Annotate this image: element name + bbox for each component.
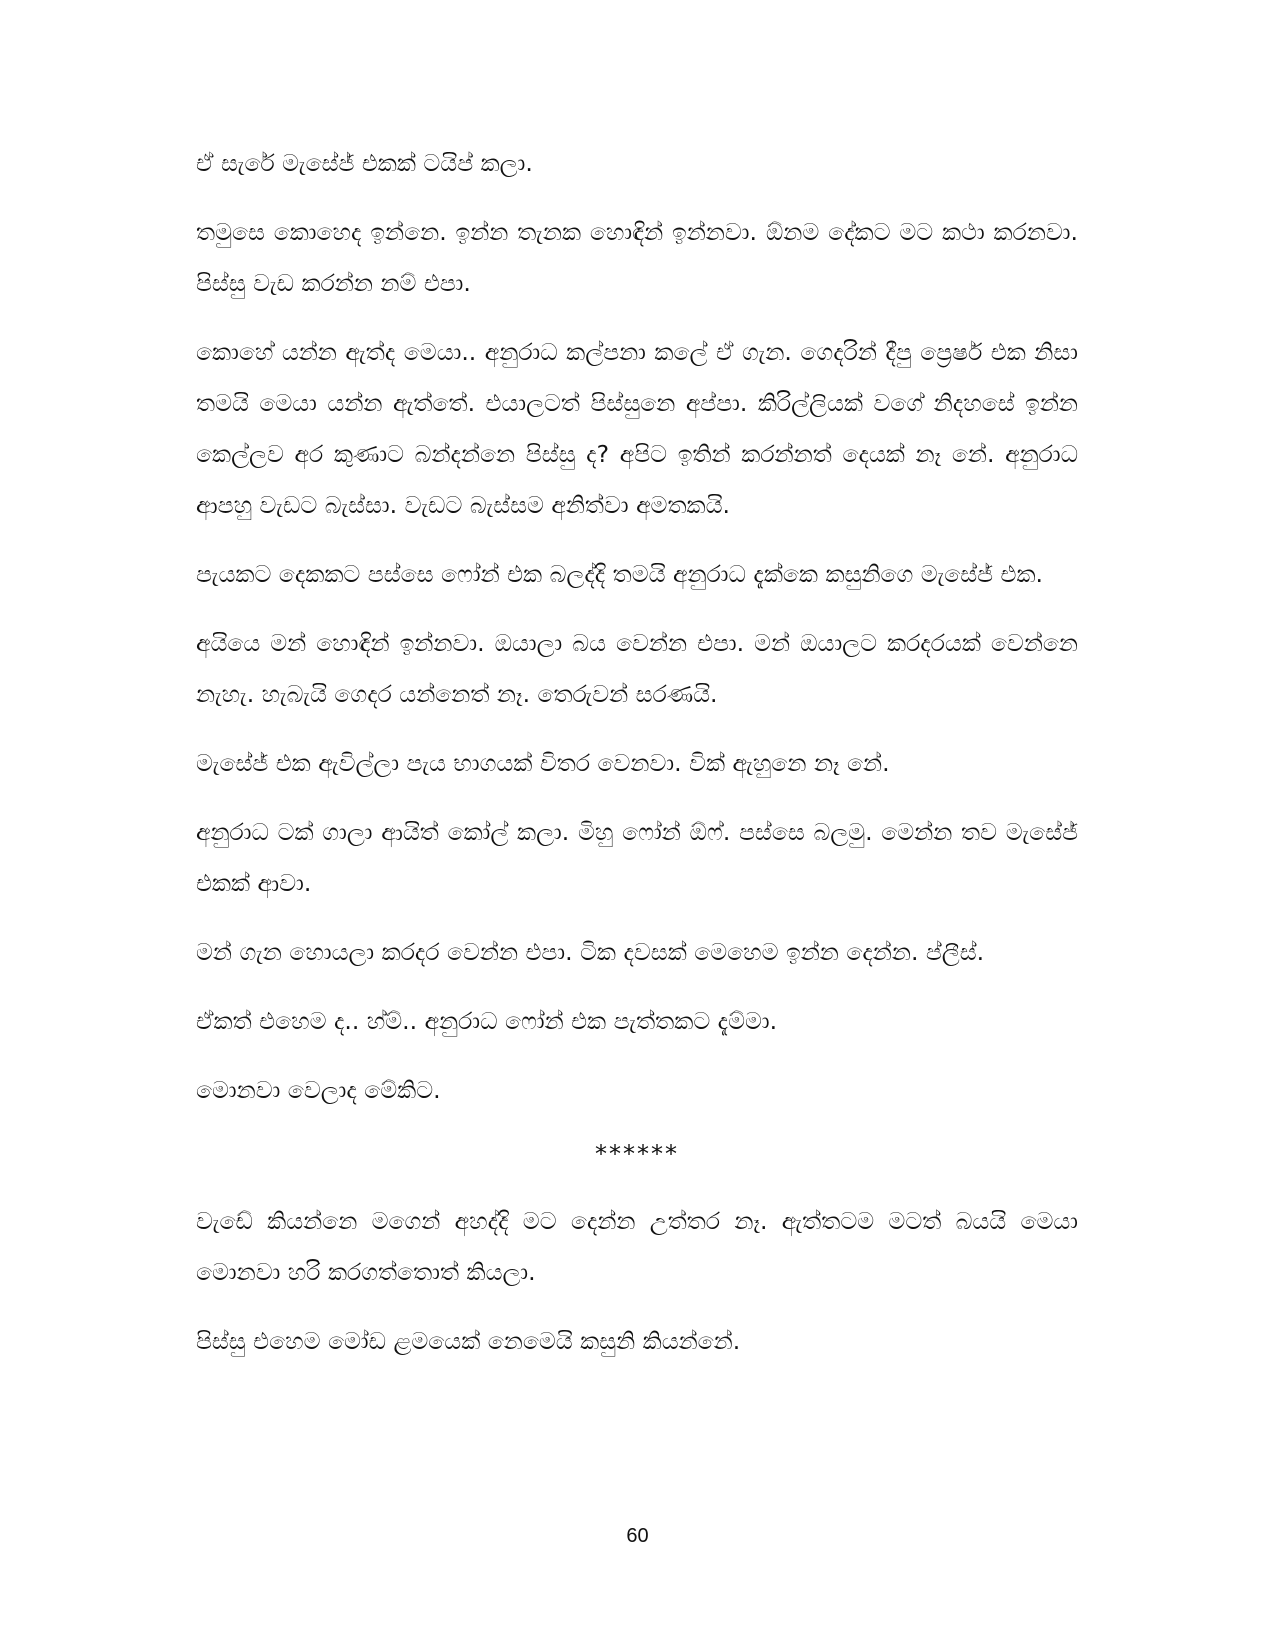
paragraph-2: තමුසෙ කොහෙද ඉන්නෙ. ඉන්න තැනක හොඳින් ඉන්නවා. ඕනම දේකට මට කථා කරනවා. පිස්සු වැඩ කරන්න නම් එපා. (196, 218, 1078, 297)
paragraph-11: වැඩේ කියන්නෙ මගෙන් අහද්දි මට දෙන්න උත්තර නෑ. ඇත්තටම මටත් බයයි මෙයා මොනවා හරි කරගත්තොත් කියලා. (196, 1207, 1078, 1286)
paragraph-6: මැසේජ් එක ඇවිල්ලා පැය භාගයක් විතර වෙනවා. වික් ඇහුනෙ නෑ නේ. (196, 749, 890, 777)
paragraph-8: මන් ගැන හොයලා කරදර වෙන්න එපා. ටික දවසක් මෙහෙම ඉන්න දෙන්න. ප්ලීස්. (196, 938, 985, 966)
paragraph-4: පැයකට දෙකකට පස්සෙ ෆෝන් එක බලද්දි තමයි අනුරාධ දැක්කෙ කසුනිගෙ මැසේජ් එක. (196, 560, 1043, 588)
section-separator: ****** (595, 1140, 679, 1168)
paragraph-7: අනුරාධ ටක් ගාලා ආයිත් කෝල් කලා. මිහු ෆෝන් ඕෆ්. පස්සෙ බලමු. මෙන්න තව මැසේජ් එකක් ආවා. (196, 818, 1078, 897)
paragraph-12: පිස්සු එහෙම මෝඩ ළමයෙක් නෙමෙයි කසුනි කියන්නේ. (196, 1327, 741, 1355)
paragraph-5: අයියෙ මන් හොඳින් ඉන්නවා. ඔයාලා බය වෙන්න එපා. මන් ඔයාලට කරදරයක් වෙන්නෙ නැහැ. හැබැයි ගෙදර යන්නෙත් නෑ. තෙරුවන් සරණයි. (196, 629, 1078, 708)
paragraph-9: ඒකත් එහෙම ද.. හ්ම්.. අනුරාධ ෆෝන් එක පැත්තකට දැම්මා. (196, 1007, 778, 1035)
paragraph-3: කොහේ යන්න ඇත්ද මෙයා.. අනුරාධ කල්පනා කලේ ඒ ගැන. ගෙදරින් දීපු ප්‍රෙෂර් එක නිසා තමයි මෙයා යන්න ඇත්තේ. එයාලටත් පිස්සුනෙ අප්පා. කිරිල්ලියක් වගේ නිදහසේ ඉන්න කෙල්ලව අර කුණාට බන්දන්නෙ පිස්සු ද? අපිට ඉතින් කරන්නත් දෙයක් නෑ නේ. අනුරාධ ආපහු වැඩට බැස්සා. වැඩට බැස්සම අනිත්වා අමතකයි. (196, 338, 1078, 519)
paragraph-1: ඒ සැරේ මැසේජ් එකක් ටයිප් කලා. (196, 149, 533, 177)
page-number: 60 (626, 1525, 649, 1547)
body-text (196, 138, 1078, 1385)
paragraph-10: මොනවා වෙලාද මේකිට. (196, 1076, 441, 1104)
